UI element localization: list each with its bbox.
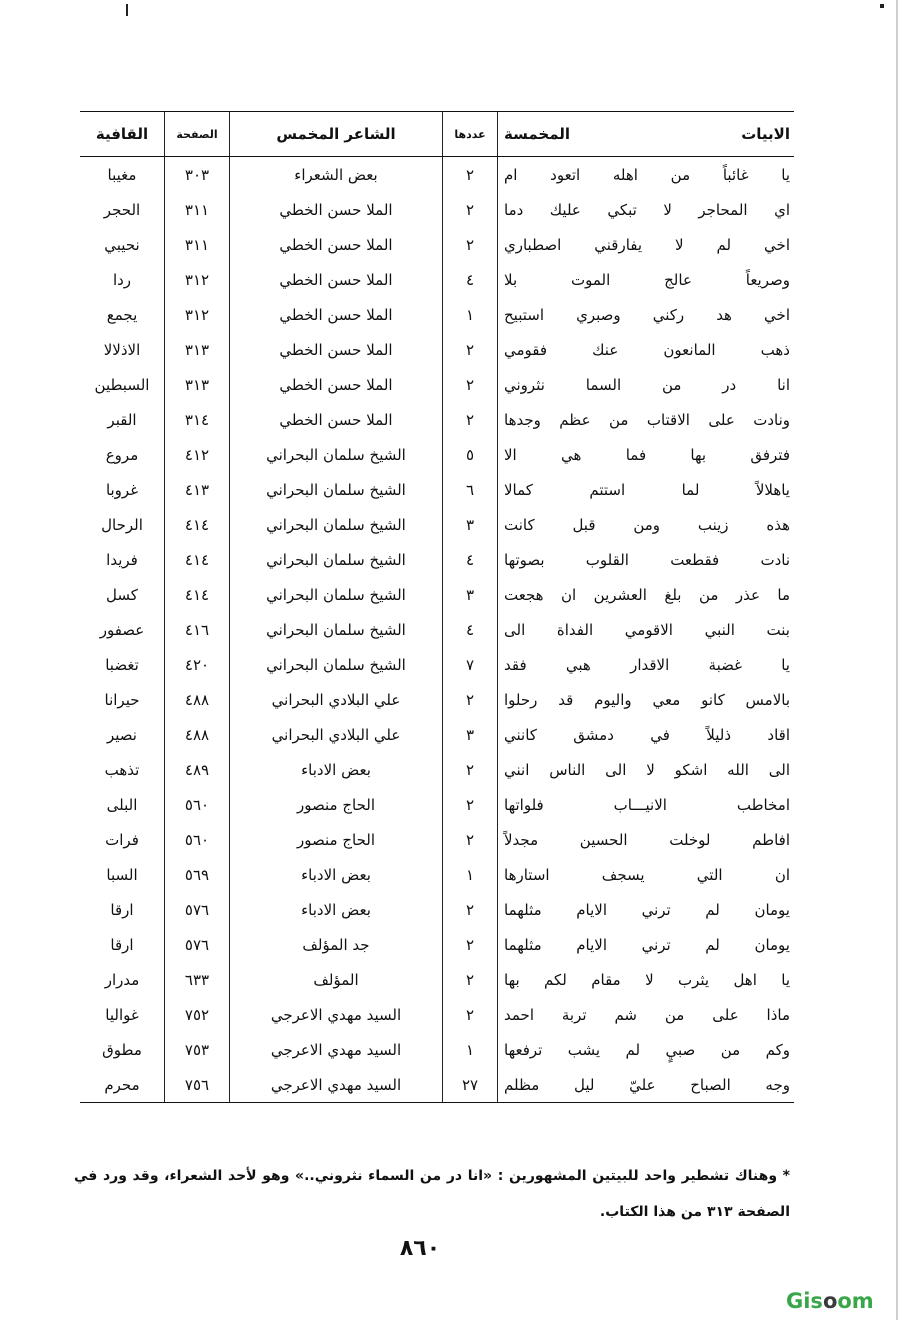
count-cell: ٤ [443, 612, 498, 647]
count-cell: ٢ [443, 192, 498, 227]
verse-cell: انا در من السما نثروني [504, 375, 790, 394]
poet-cell: بعض الادباء [230, 892, 443, 927]
table-row [80, 927, 794, 962]
table-row [80, 472, 794, 507]
page-cell: ٥٦٠ [165, 822, 230, 857]
page-cell: ٤٨٩ [165, 752, 230, 787]
table-row [80, 577, 794, 612]
count-cell: ٥ [443, 437, 498, 472]
brand-suffix: om [837, 1289, 874, 1313]
header-count: عددها [443, 112, 498, 157]
verse-cell: وصريعاً عالج الموت بلا [504, 270, 790, 289]
poet-cell: الملا حسن الخطي [230, 367, 443, 402]
count-cell: ٢ [443, 402, 498, 437]
rhyme-cell: نحيبي [80, 227, 165, 262]
verse-cell: ما عذر من بلغ العشرين ان هجعت [504, 585, 790, 604]
verse-cell: اقاد ذليلاً في دمشق كانني [504, 725, 790, 744]
poet-cell: الملا حسن الخطي [230, 297, 443, 332]
table-row [80, 787, 794, 822]
poet-cell: الملا حسن الخطي [230, 262, 443, 297]
poet-cell: علي البلادي البحراني [230, 682, 443, 717]
verse-cell: يومان لم ترني الايام مثلهما [504, 900, 790, 919]
verse-cell: ماذا على من شم تربة احمد [504, 1005, 790, 1024]
page-edge [896, 0, 898, 1320]
rhyme-cell: غواليا [80, 997, 165, 1032]
page-cell: ٣١١ [165, 227, 230, 262]
rhyme-cell: فرات [80, 822, 165, 857]
verse-cell: وجه الصباح عليّ ليل مظلم [498, 1067, 795, 1103]
header-verses: الابيات المخمسة [498, 112, 795, 157]
poet-cell: السيد مهدي الاعرجي [230, 1032, 443, 1067]
page-cell: ٥٧٦ [165, 927, 230, 962]
poet-cell: المؤلف [230, 962, 443, 997]
table-row [80, 437, 794, 472]
table-row [80, 262, 794, 297]
page-cell: ٤٢٠ [165, 647, 230, 682]
rhyme-cell: حيرانا [80, 682, 165, 717]
page-cell: ٥٦٩ [165, 857, 230, 892]
poet-cell: الشيخ سلمان البحراني [230, 647, 443, 682]
table-row [80, 752, 794, 787]
verse-cell: الى الله اشكو لا الى الناس انني [504, 760, 790, 779]
poet-cell: الملا حسن الخطي [230, 402, 443, 437]
poet-cell: الشيخ سلمان البحراني [230, 542, 443, 577]
count-cell: ٣ [443, 717, 498, 752]
poet-cell: بعض الادباء [230, 857, 443, 892]
rhyme-cell: ردا [80, 262, 165, 297]
table-row [80, 332, 794, 367]
poet-cell: علي البلادي البحراني [230, 717, 443, 752]
poet-cell: الشيخ سلمان البحراني [230, 437, 443, 472]
page-cell: ٤١٤ [165, 577, 230, 612]
page-cell: ٤٨٨ [165, 717, 230, 752]
top-tick-mark [126, 4, 128, 16]
rhyme-cell: عصفور [80, 612, 165, 647]
count-cell: ٢ [443, 787, 498, 822]
page-cell: ٣١٣ [165, 332, 230, 367]
verses-index-table [80, 111, 794, 1103]
verse-cell: ونادت على الاقتاب من عظم وجدها [504, 410, 790, 429]
verse-cell: نادت فقطعت القلوب بصوتها [504, 550, 790, 569]
count-cell: ٤ [443, 262, 498, 297]
rhyme-cell: غروبا [80, 472, 165, 507]
page-cell: ٣١١ [165, 192, 230, 227]
verse-cell: افاطم لوخلت الحسين مجدلاً [504, 830, 790, 849]
count-cell: ٢ [443, 892, 498, 927]
table-row [80, 367, 794, 402]
rhyme-cell: الاذلالا [80, 332, 165, 367]
brand-logo [786, 1289, 874, 1313]
page-cell: ٣١٢ [165, 262, 230, 297]
poet-cell: بعض الادباء [230, 752, 443, 787]
rhyme-cell: البلى [80, 787, 165, 822]
table-row [80, 1032, 794, 1067]
count-cell: ٢ [443, 927, 498, 962]
rhyme-cell: يجمع [80, 297, 165, 332]
poet-cell: الشيخ سلمان البحراني [230, 612, 443, 647]
rhyme-cell: مروع [80, 437, 165, 472]
table-row [80, 612, 794, 647]
table-row [80, 682, 794, 717]
table-row [80, 507, 794, 542]
brand-dot: o [822, 1289, 838, 1313]
verse-cell: يومان لم ترني الايام مثلهما [504, 935, 790, 954]
poet-cell: الملا حسن الخطي [230, 332, 443, 367]
poet-cell: الحاج منصور [230, 787, 443, 822]
poet-cell: الملا حسن الخطي [230, 227, 443, 262]
verse-cell: بالامس كانو معي واليوم قد رحلوا [504, 690, 790, 709]
table-row [80, 997, 794, 1032]
count-cell: ٣ [443, 577, 498, 612]
rhyme-cell: كسل [80, 577, 165, 612]
page-cell: ٤٨٨ [165, 682, 230, 717]
rhyme-cell: القبر [80, 402, 165, 437]
count-cell: ٢ [443, 822, 498, 857]
count-cell: ٢ [443, 332, 498, 367]
rhyme-cell: السبا [80, 857, 165, 892]
top-corner-mark [880, 4, 884, 8]
header-poet: الشاعر المخمس [230, 112, 443, 157]
page-cell: ٦٣٣ [165, 962, 230, 997]
verse-cell: ان التي يسجف استارها [504, 865, 790, 884]
table-body [80, 157, 794, 1103]
page-cell: ٤١٢ [165, 437, 230, 472]
page-cell: ٧٥٣ [165, 1032, 230, 1067]
table-row [80, 402, 794, 437]
count-cell: ٢ [443, 962, 498, 997]
page-cell: ٤١٤ [165, 542, 230, 577]
page-cell: ٥٦٠ [165, 787, 230, 822]
table-row [80, 857, 794, 892]
brand-prefix: Gis [786, 1289, 823, 1313]
page-cell: ٤١٤ [165, 507, 230, 542]
verse-cell: اي المحاجر لا تبكي عليك دما [504, 200, 790, 219]
count-cell: ٣ [443, 507, 498, 542]
page-cell: ٧٥٢ [165, 997, 230, 1032]
verse-cell: بنت النبي الاقومي الفداة الى [504, 620, 790, 639]
verse-cell: اخي لم لا يفارقني اصطباري [504, 235, 790, 254]
table-row [80, 227, 794, 262]
count-cell: ٢ [443, 997, 498, 1032]
table-row [80, 1067, 794, 1103]
count-cell: ١ [443, 297, 498, 332]
verse-cell: فترفق بها فما هي الا [504, 445, 790, 464]
verse-cell: يا غضبة الاقدار هبي فقد [504, 655, 790, 674]
table-row [80, 892, 794, 927]
page-cell: ٥٧٦ [165, 892, 230, 927]
footnote: * وهناك تشطير واحد للبيتين المشهورين : «انا در من السماء نثروني..» وهو لأحد الشعراء، وقد ورد في الصفحة ٣١٣ من هذا الكتاب. [74, 1168, 790, 1220]
verse-cell: امخاطب الانيـــاب فلواتها [504, 795, 790, 814]
verse-cell: يا اهل يثرب لا مقام لكم بها [504, 970, 790, 989]
rhyme-cell: نصير [80, 717, 165, 752]
rhyme-cell: الرحال [80, 507, 165, 542]
table-row [80, 962, 794, 997]
table-row [80, 717, 794, 752]
poet-cell: بعض الشعراء [230, 157, 443, 193]
page-cell: ٣١٢ [165, 297, 230, 332]
table-row [80, 647, 794, 682]
page-cell: ٣٠٣ [165, 157, 230, 193]
page-cell: ٤١٣ [165, 472, 230, 507]
rhyme-cell: تغضبا [80, 647, 165, 682]
count-cell: ٦ [443, 472, 498, 507]
table-row [80, 297, 794, 332]
rhyme-cell: مطوق [80, 1032, 165, 1067]
poet-cell: السيد مهدي الاعرجي [230, 1067, 443, 1103]
poet-cell: الحاج منصور [230, 822, 443, 857]
count-cell: ٢ [443, 682, 498, 717]
table-row [80, 542, 794, 577]
page-cell: ٣١٤ [165, 402, 230, 437]
verse-cell: ذهب المانعون عنك فقومي [504, 340, 790, 359]
table-row [80, 157, 794, 193]
table-header-row [80, 112, 794, 157]
verse-cell: هذه زينب ومن قبل كانت [504, 515, 790, 534]
count-cell: ٢ [443, 227, 498, 262]
count-cell: ٧ [443, 647, 498, 682]
verse-cell: اخي هد ركني وصبري استبيح [504, 305, 790, 324]
count-cell: ٢٧ [443, 1067, 498, 1103]
poet-cell: السيد مهدي الاعرجي [230, 997, 443, 1032]
rhyme-cell: محرم [80, 1067, 165, 1103]
page-cell: ٣١٣ [165, 367, 230, 402]
count-cell: ٢ [443, 157, 498, 193]
rhyme-cell: ارقا [80, 927, 165, 962]
count-cell: ١ [443, 1032, 498, 1067]
page-number: ٨٦٠ [399, 1236, 441, 1261]
rhyme-cell: تذهب [80, 752, 165, 787]
count-cell: ١ [443, 857, 498, 892]
verse-cell: ياهلالاً لما استتم كمالا [504, 480, 790, 499]
rhyme-cell: مدرار [80, 962, 165, 997]
count-cell: ٤ [443, 542, 498, 577]
page-cell: ٧٥٦ [165, 1067, 230, 1103]
header-rhyme: القافية [80, 112, 165, 157]
header-page: الصفحة [165, 112, 230, 157]
rhyme-cell: السبطين [80, 367, 165, 402]
rhyme-cell: الحجر [80, 192, 165, 227]
rhyme-cell: فريدا [80, 542, 165, 577]
poet-cell: الشيخ سلمان البحراني [230, 472, 443, 507]
table-row [80, 192, 794, 227]
verse-cell: يا غائباً من اهله اتعود ام [504, 165, 790, 184]
poet-cell: الشيخ سلمان البحراني [230, 507, 443, 542]
rhyme-cell: مغيبا [80, 157, 165, 193]
poet-cell: الشيخ سلمان البحراني [230, 577, 443, 612]
verse-cell: وكم من صبيٍ لم يشب ترفعها [504, 1040, 790, 1059]
page-cell: ٤١٦ [165, 612, 230, 647]
count-cell: ٢ [443, 367, 498, 402]
count-cell: ٢ [443, 752, 498, 787]
table-row [80, 822, 794, 857]
poet-cell: الملا حسن الخطي [230, 192, 443, 227]
rhyme-cell: ارقا [80, 892, 165, 927]
poet-cell: جد المؤلف [230, 927, 443, 962]
